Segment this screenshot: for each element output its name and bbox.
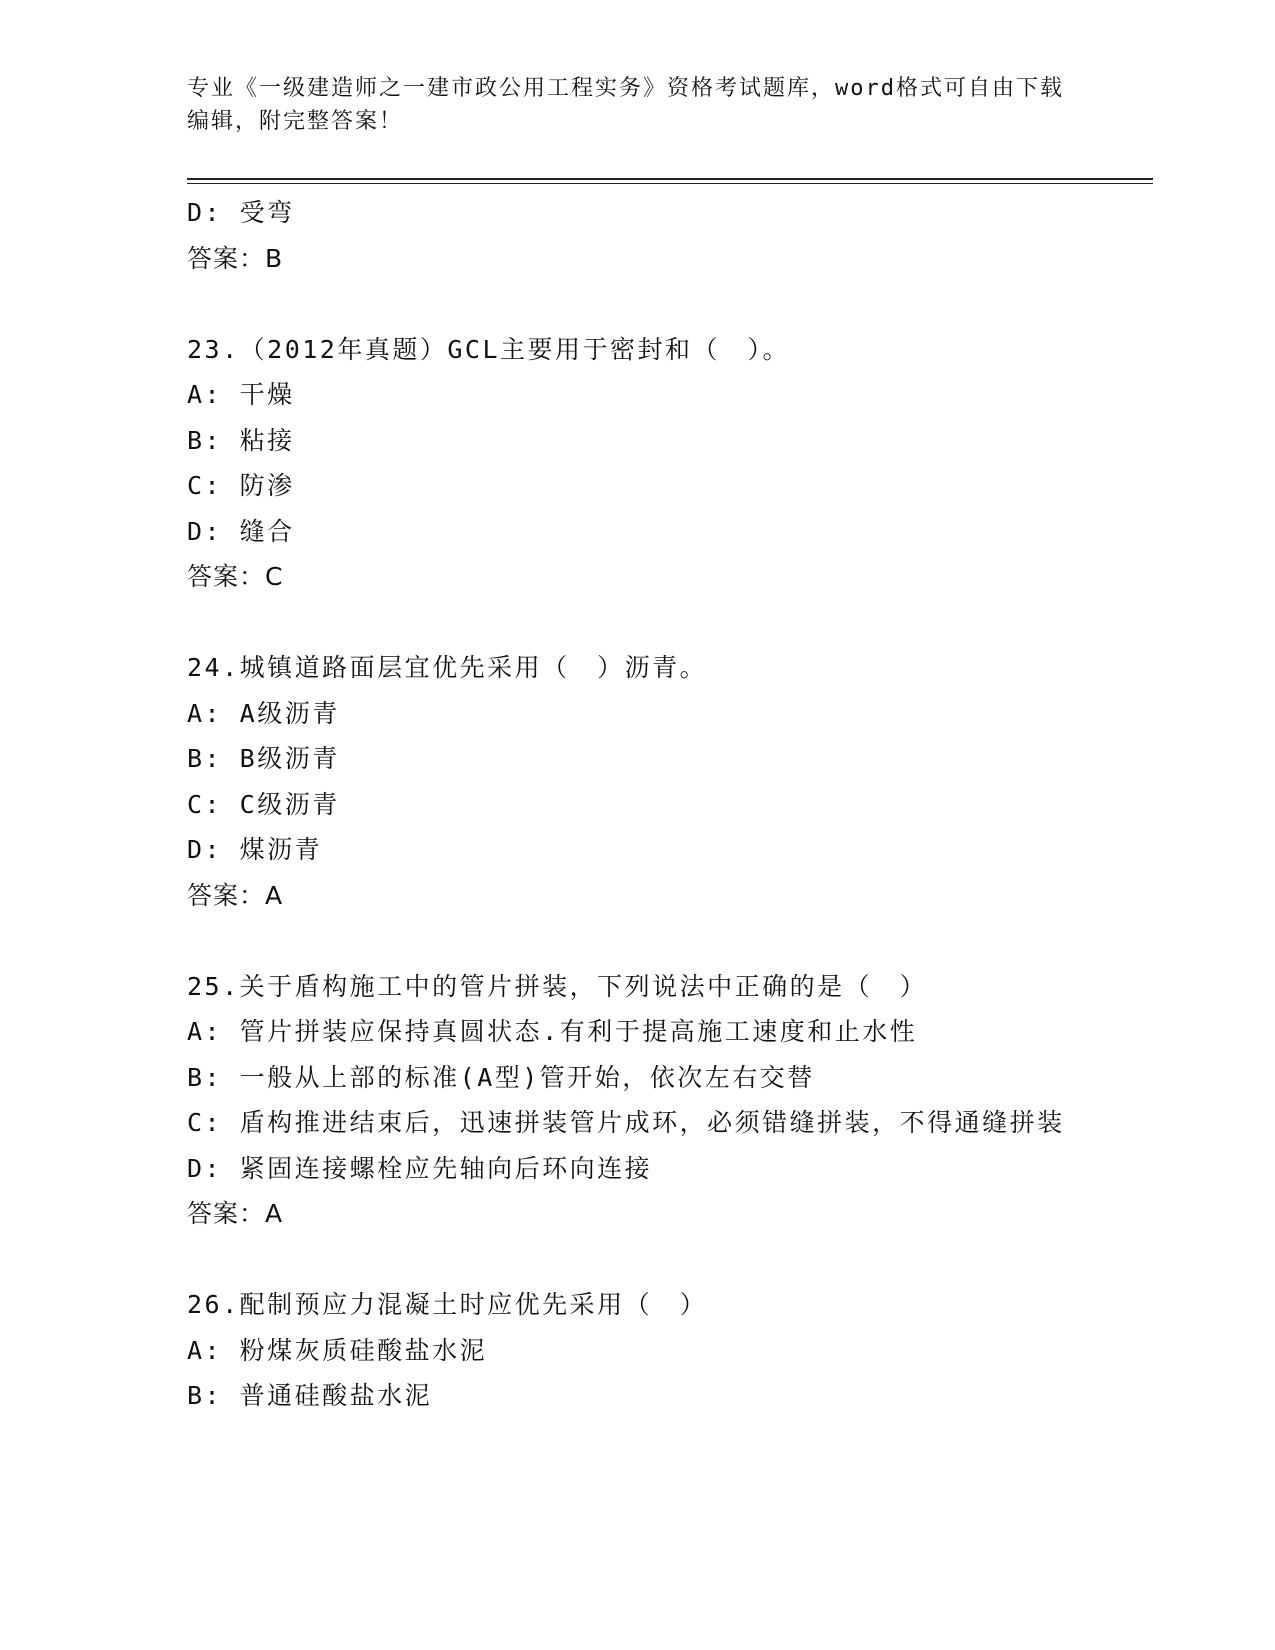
option-a: A: 管片拼装应保持真圆状态.有利于提高施工速度和止水性 <box>187 1017 918 1046</box>
answer-line: 答案：A <box>187 880 284 910</box>
answer-line: 答案：C <box>187 562 284 591</box>
question-stem: 25.关于盾构施工中的管片拼装，下列说法中正确的是（ ） <box>187 971 928 1001</box>
question-26 <box>187 1282 1087 1419</box>
option-b: B: 粘接 <box>187 425 295 455</box>
option-a: A: 干燥 <box>187 380 295 409</box>
answer-line: 答案：B <box>187 243 284 273</box>
option-d: D: 紧固连接螺栓应先轴向后环向连接 <box>187 1153 653 1183</box>
spacer <box>187 281 1087 327</box>
option-c: C: 盾构推进结束后，迅速拼装管片成环，必须错缝拼装，不得通缝拼装 <box>187 1108 1065 1137</box>
option-d: D: 受弯 <box>187 198 295 227</box>
header-divider-thin <box>187 183 1153 184</box>
spacer <box>187 918 1087 964</box>
question-25 <box>187 964 1087 1237</box>
question-content <box>187 190 1087 1419</box>
option-a: A: A级沥青 <box>187 698 340 728</box>
option-d: D: 缝合 <box>187 516 295 546</box>
option-b: B: 普通硅酸盐水泥 <box>187 1381 433 1410</box>
option-c: C: C级沥青 <box>187 789 340 819</box>
answer-line: 答案：A <box>187 1199 284 1228</box>
option-a: A: 粉煤灰质硅酸盐水泥 <box>187 1335 488 1365</box>
option-d: D: 煤沥青 <box>187 835 323 864</box>
question-stem: 26.配制预应力混凝土时应优先采用（ ） <box>187 1290 708 1319</box>
spacer <box>187 1237 1087 1283</box>
option-b: B: 一般从上部的标准(A型)管开始，依次左右交替 <box>187 1062 815 1092</box>
option-b: B: B级沥青 <box>187 744 340 773</box>
question-24 <box>187 645 1087 918</box>
question-23 <box>187 327 1087 600</box>
spacer <box>187 600 1087 646</box>
question-stem: 23.（2012年真题）GCL主要用于密封和（ ）。 <box>187 334 791 364</box>
question-stem: 24.城镇道路面层宜优先采用（ ）沥青。 <box>187 653 708 682</box>
option-c: C: 防渗 <box>187 471 295 500</box>
document-header: 专业《一级建造师之一建市政公用工程实务》资格考试题库，word格式可自由下载编辑，附完整答案！ <box>187 76 1064 134</box>
question-22-tail <box>187 190 1087 281</box>
header-divider-thick <box>187 178 1153 180</box>
